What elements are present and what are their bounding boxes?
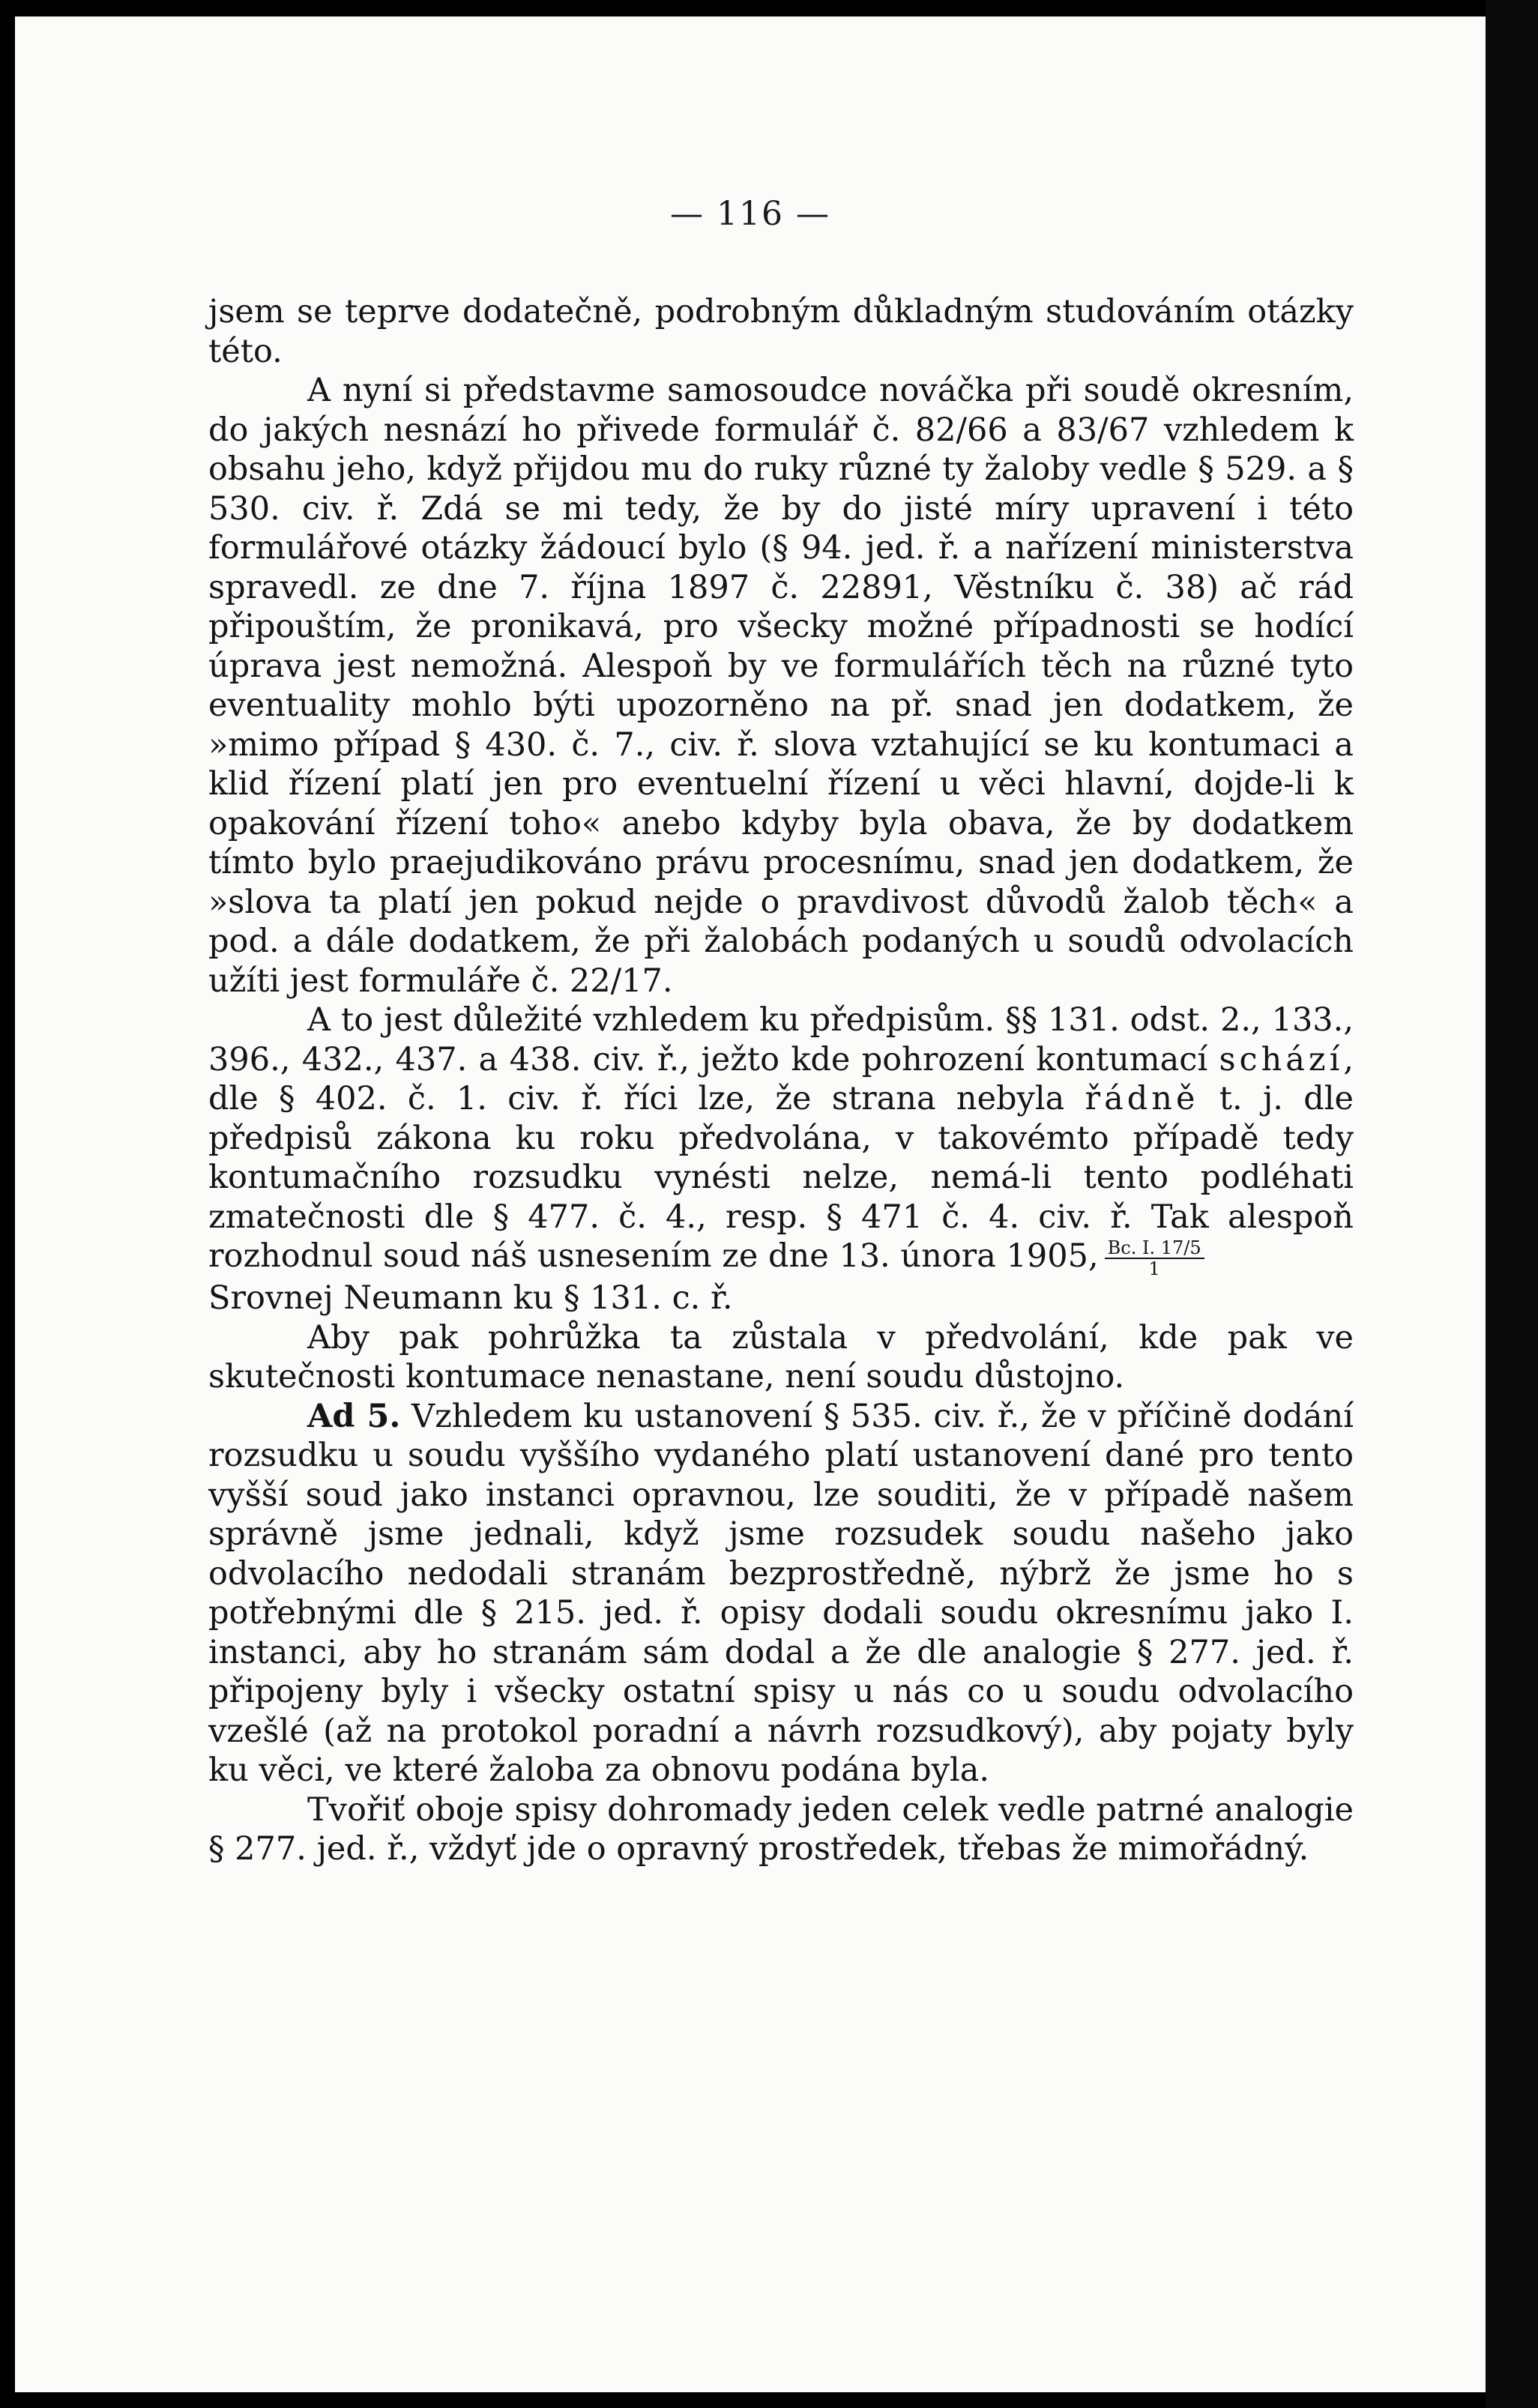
fraction-denominator: 1	[1148, 1258, 1160, 1279]
emphasized-text: řádně	[1085, 1080, 1199, 1117]
paragraph: Aby pak pohrůžka ta zůstala v předvolání, kde pak ve skutečnosti kontumace nenastane, není soudu důstojno.	[208, 1318, 1354, 1395]
body-text	[208, 292, 1354, 1869]
scanned-page	[15, 16, 1486, 2392]
scan-edge	[1486, 0, 1538, 2408]
page-number: — 116 —	[670, 195, 830, 233]
court-reference-fraction	[1105, 1238, 1204, 1279]
text-run: t. j. dle předpisů zákona ku roku předvolána, v takovémto případě tedy kontumačního rozsudku vynésti nelze, nemá-li tento podléhati zmatečnosti dle § 477. č. 4., resp. § 471 č. 4. civ. ř. Tak alespoň rozhodnul soud náš usnesením ze dne 13. února 1905,	[208, 1080, 1354, 1275]
fraction-numerator: Bc. I. 17/5	[1105, 1238, 1204, 1259]
section-marker: Ad 5.	[307, 1397, 401, 1435]
text-run: Vzhledem ku ustanovení § 535. civ. ř., že v příčině dodání rozsudku u soudu vyššího vydaného platí ustanovení dané pro tento vyšší soud jako instanci opravnou, lze souditi, že v případě našem správně jsme jednali, když jsme rozsudek soudu našeho jako odvolacího nedodali stranám bezprostředně, nýbrž že jsme ho s potřebnými dle § 215. jed. ř. opisy dodali soudu okresnímu jako I. instanci, aby ho stranám sám dodal a že dle analogie § 277. jed. ř. připojeny byly i všecky ostatní spisy u nás co u soudu odvolacího vzešlé (až na protokol poradní a návrh rozsudkový), aby pojaty byly ku věci, ve které žaloba za obnovu podána byla.	[208, 1397, 1354, 1789]
paragraph	[208, 1001, 1354, 1318]
text-run: A to jest důležité vzhledem ku předpisům. §§ 131. odst. 2., 133., 396., 432., 437. a 438. civ. ř., ježto kde pohrození kontumací	[208, 1001, 1354, 1078]
paragraph	[208, 1397, 1354, 1790]
paragraph: A nyní si představme samosoudce nováčka při soudě okresním, do jakých nesnází ho přivede formulář č. 82/66 a 83/67 vzhledem k obsahu jeho, když přijdou mu do ruky různé ty žaloby vedle § 529. a § 530. civ. ř. Zdá se mi tedy, že by do jisté míry upravení i této formulářové otázky žádoucí bylo (§ 94. jed. ř. a nařízení ministerstva spravedl. ze dne 7. října 1897 č. 22891, Věstníku č. 38) ač rád připouštím, že pronikavá, pro všecky možné případnosti se hodící úprava jest nemožná. Alespoň by ve formulářích těch na různé tyto eventuality mohlo býti upozorněno na př. snad jen dodatkem, že »mimo případ § 430. č. 7., civ. ř. slova vztahující se ku kontumaci a klid řízení platí jen pro eventuelní řízení u věci hlavní, dojde-li k opakování řízení toho« anebo kdyby byla obava, že by dodatkem tímto bylo praejudikováno právu procesnímu, snad jen dodatkem, že »slova ta platí jen pokud nejde o pravdivost důvodů žalob těch« a pod. a dále dodatkem, že při žalobách podaných u soudů odvolacích užíti jest formuláře č. 22/17.	[208, 372, 1354, 1000]
text-run: Srovnej Neumann ku § 131. c. ř.	[208, 1279, 733, 1317]
emphasized-text: schází	[1219, 1040, 1344, 1078]
paragraph-continuation: jsem se teprve dodatečně, podrobným důkladným studováním otázky této.	[208, 293, 1354, 370]
paragraph: Tvořiť oboje spisy dohromady jeden celek vedle patrné analogie § 277. jed. ř., vždyť jde o opravný prostředek, třebas že mimořádný.	[208, 1790, 1354, 1868]
text-run: , dle § 402. č. 1. civ. ř. říci lze, že strana nebyla	[208, 1040, 1354, 1117]
